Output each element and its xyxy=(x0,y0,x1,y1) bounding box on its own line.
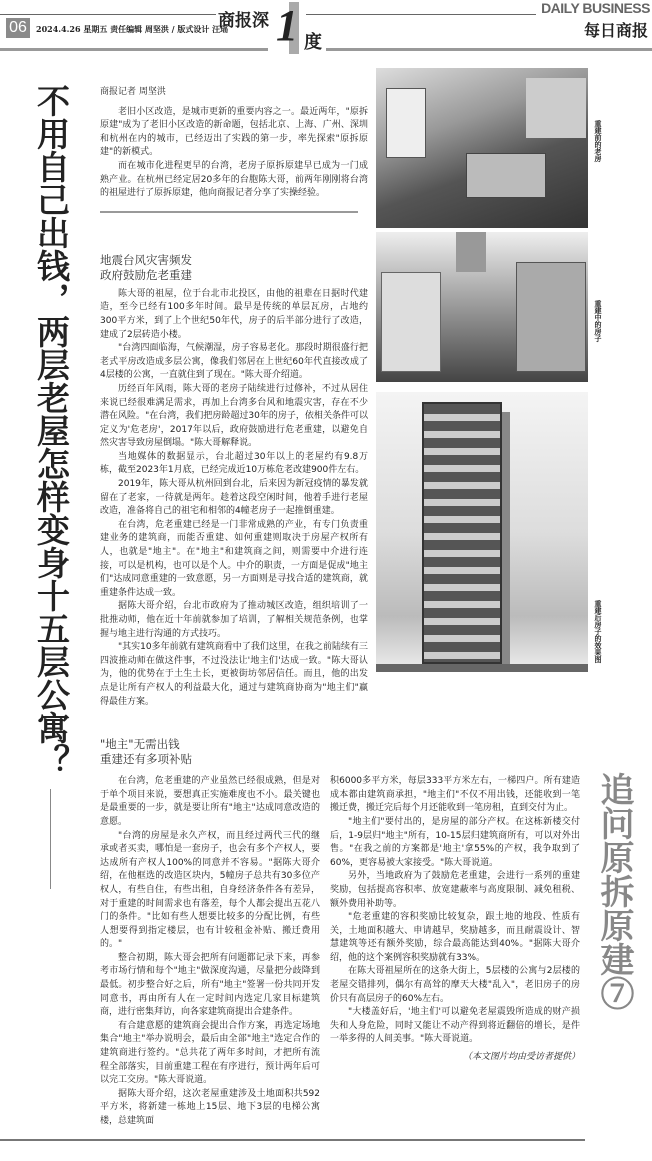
section-title-line: "地主"无需出钱 xyxy=(100,737,180,752)
rendered-street xyxy=(376,664,588,672)
daily-business-logo: DAILY BUSINESS xyxy=(541,0,650,16)
photo-building xyxy=(516,262,586,372)
photo-credit: （本文图片均由受访者提供） xyxy=(462,1052,580,1063)
headline: 不用自己出钱，两层老屋怎样变身十五层公寓？ xyxy=(32,84,71,777)
section-title-line: 政府鼓励危老重建 xyxy=(100,267,192,282)
section-2 xyxy=(100,737,580,1128)
issue-meta: 2024.4.26 星期五 责任编辑 周坚洪 / 版式设计 汪瑶 xyxy=(36,24,229,34)
section-2-column-1 xyxy=(100,775,320,1128)
caption-rendering: 重建后房子的效果图 xyxy=(594,600,603,663)
section-2-column-2 xyxy=(330,775,580,1047)
photo-roof xyxy=(466,153,546,198)
body-paragraph: 有合建意愿的建筑商会提出合作方案，再选定场地集合"地主"举办说明会，最后由全部"地主"选定合作的建筑商进行签约。"总共花了两年多时间，才把所有流程全部落实，目前重建工程在有序进行，预计两年后可以完工交房。"陈大哥说道。 xyxy=(100,1020,320,1086)
section-2-columns xyxy=(100,775,580,1128)
body-paragraph: "其实10多年前就有建筑商看中了我们这里，在我之前陆续有三四波推动师在做这件事，不过没法让'地主们'达成一致。"陈大哥认为，他的优势在于土生土长，更被街坊邻居信任。而且，他的出发点是让所有产权人的利益最大化，通过与建筑商协商为"地主们"赢得最佳方案。 xyxy=(100,642,368,707)
photo-building xyxy=(526,78,586,138)
intro-paragraph: 而在城市化进程更早的台湾，老房子原拆原建早已成为一门成熟产业。在杭州已经定居20多年的台胞陈大哥，前两年刚刚将台湾的祖屋进行了原拆原建，他向商报记者分享了实操经验。 xyxy=(100,160,368,199)
body-paragraph: "台湾四面临海，气候潮湿，房子容易老化。那段时期很盛行把老式平房改造成多层公寓，像我们邻居在上世纪60年代直接改成了4层楼的公寓，一直就住到了现在。"陈大哥介绍道。 xyxy=(100,343,368,381)
header-rule-right xyxy=(326,48,652,51)
section-title-line: 重建还有多项补贴 xyxy=(100,752,192,767)
headline-column xyxy=(30,84,70,889)
body-paragraph: "台湾的房屋是永久产权，而且经过两代三代的继承或者买卖，哪怕是一套房子，也会有多个产权人，要达成所有产权人100%的同意并不容易。"据陈大哥介绍，在他框选的改造区块内，5幢房子总共有30多位产权人，有些自住，有些出租，自身经济条件各有差异，对于重建的时间需求也有落差，每个人都会提出五花八门的条件。"比如有些人想要比较多的分配比例，有些人想要得到指定楼层，也有计较租金补贴、搬迁费用的。" xyxy=(100,830,320,950)
series-title: 追问原拆原建⑦ xyxy=(594,772,634,1010)
column-name: 商报深 xyxy=(218,11,269,31)
body-paragraph: 另外，当地政府为了鼓励危老重建，会进行一系列的重建奖励，包括提高容积率、放宽建蔽率与高度限制、减免租税、额外费用补助等。 xyxy=(330,871,580,909)
headline-divider xyxy=(50,789,51,889)
body-paragraph: 据陈大哥介绍，这次老屋重建涉及土地面积共592平方米，将新建一栋地上15层、地下3层的电梯公寓楼，总建筑面 xyxy=(100,1088,320,1126)
body-paragraph: 历经百年风雨，陈大哥的老房子陆续进行过修补，不过从居住来说已经很难满足需求，再加上台湾多台风和地震灾害，存在不少潜在风险。"在台湾，我们把房龄超过30年的房子，依相关条件可以定义为'危老房'，2017年以后，政府鼓励进行危老重建，以避免自然灾害导致房屋倒塌。"陈大哥解释说。 xyxy=(100,383,368,449)
body-paragraph: 在陈大哥祖屋所在的这条大街上，5层楼的公寓与2层楼的老屋交错排列，偶尔有高耸的摩天大楼"乱入"，老旧房子的房价只有高层房子的60%左右。 xyxy=(330,966,580,1004)
paper-name: 每日商报 xyxy=(583,21,648,40)
column-du: 度 xyxy=(304,32,322,53)
body-paragraph: 整合初期，陈大哥会把所有问题都记录下来，再参考市场行情和每个"地主"做深度沟通，尽量把分歧降到最低。初步整合好之后，所有"地主"签署一份共同开发同意书，再由所有人在一定时间内选定几家目标建筑商，进行密集拜访，向各家建筑商提出合建条件。 xyxy=(100,952,320,1018)
body-paragraph: "地主们"要付出的，是房屋的部分产权。在这栋新楼交付后，1-9层归"地主"所有，10-15层归建筑商所有，可以对外出售。"在我之前的方案都是'地主'拿55%的产权，我争取到了60%，更容易被大家接受。"陈大哥说道。 xyxy=(330,816,580,868)
photo-old-house xyxy=(376,68,588,228)
photo-building xyxy=(381,272,441,372)
section-2-column-2-wrap xyxy=(330,775,580,1128)
bottom-rule xyxy=(0,1139,585,1141)
section-1-body xyxy=(100,288,368,709)
photo-tower xyxy=(456,232,486,272)
body-paragraph: 当地媒体的数据显示，台北超过30年以上的老屋约有9.8万栋，截至2023年1月底，已经完成近10万栋危老改建900件左右。 xyxy=(100,451,368,476)
caption-construction: 重建中的房子 xyxy=(594,300,603,342)
photo-building xyxy=(386,88,426,158)
photo-construction xyxy=(376,232,588,382)
intro-paragraph: 老旧小区改造，是城市更新的重要内容之一。最近两年，"原拆原建"成为了老旧小区改造的新命题，包括北京、上海、广州、深圳和杭州在内的城市，已经迈出了实践的第一步，率先探索"原拆原建"的新模式。 xyxy=(100,106,368,158)
rendered-tower xyxy=(422,402,502,664)
body-paragraph: "大楼盖好后，'地主们'可以避免老屋震毁所造成的财产损失和人身危险，同时又能让不动产得到将近翻倍的增长，是件一举多得的人间美事。"陈大哥说道。 xyxy=(330,1007,580,1045)
intro-divider xyxy=(100,211,358,213)
section-title-line: 地震台风灾害频发 xyxy=(100,252,192,267)
caption-old-house: 重建前的老房 xyxy=(594,120,603,162)
body-paragraph: 2019年，陈大哥从杭州回到台北，后来因为新冠疫情的暴发就留在了老家，一待就是两年。趁着这段空闲时间，他着手进行老屋改造，准备将自己的祖宅和相邻的4幢老房子一起推倒重建。 xyxy=(100,479,368,517)
photo-rendering xyxy=(376,392,588,672)
body-paragraph: 在台湾，危老重建的产业虽然已经很成熟，但是对于单个项目来说，要想真正实施难度也不小。最关键也是最重要的一步，就是要让所有"地主"达成同意改造的意愿。 xyxy=(100,776,320,827)
body-paragraph: 据陈大哥介绍，台北市政府为了推动城区改造，组织培训了一批推动师，他在近十年前就参加了培训，了解相关规范条例，也掌握与地主进行沟通的方式技巧。 xyxy=(100,601,368,639)
column-number: 1 xyxy=(276,1,298,50)
rendered-tower-side xyxy=(502,412,510,664)
section-2-title xyxy=(100,737,580,767)
body-paragraph: 陈大哥的祖屋，位于台北市北投区，由他的祖辈在日据时代建造，至今已经有100多年时间。最早是传统的单层瓦房，占地约300平方米，到了上个世纪50年代，房子的后半部分进行了改造，建成了2层砖造小楼。 xyxy=(100,288,368,340)
header-rule-top-right xyxy=(306,14,536,15)
section-1-title xyxy=(100,253,368,283)
page-number: 06 xyxy=(6,18,30,38)
intro-block xyxy=(100,86,368,201)
header-rule-top xyxy=(0,14,216,15)
body-paragraph: 积6000多平方米，每层333平方米左右，一梯四户。所有建造成本都由建筑商承担，"地主们"不仅不用出钱，还能收到一笔搬迁费，搬迁完后每个月还能收到一笔房租，直到交付为止。 xyxy=(330,776,580,814)
header-rule-left xyxy=(0,48,268,51)
byline: 商报记者 周坚洪 xyxy=(100,87,166,97)
body-paragraph: "危老重建的容积奖励比较复杂，跟土地的地段、性质有关，土地面积越大、申请越早，奖励越多，而且耐震设计、智慧建筑等还有额外奖励，综合最高能达到40%。"据陈大哥介绍，他的这个案例容积奖励就有33%。 xyxy=(330,912,580,963)
section-1 xyxy=(100,253,368,709)
body-paragraph: 在台湾，危老重建已经是一门非常成熟的产业，有专门负责重建业务的建筑商，而能否重建、如何重建则取决于房屋产权所有人，也就是"地主"。在"地主"和建筑商之间，则需要中介进行连接，可以是机构，也可以是个人。中介的职责，一方面是促成"地主们"达成同意重建的一致意愿，另一方面则是寻找合适的建筑商，就重建条件达成一致。 xyxy=(100,519,368,598)
